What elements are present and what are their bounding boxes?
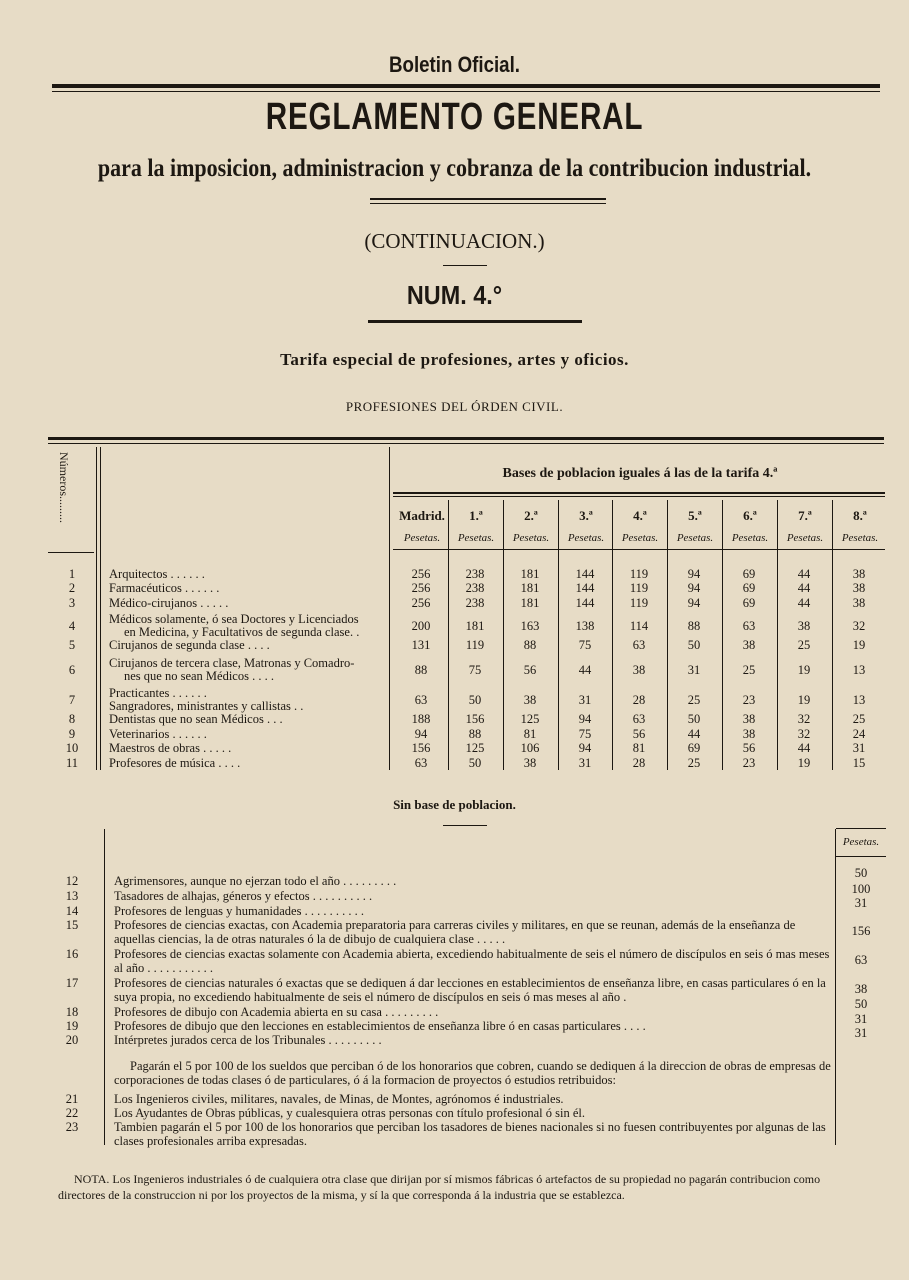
column-header: 2.ª [524,508,538,523]
row-number: 3 [68,596,76,610]
rate-cell: 50 [468,693,482,707]
row-number: 22 [65,1106,79,1120]
rate-cell: 156 [411,741,431,755]
rate-cell: 38 [742,638,756,652]
subtitle-rule [370,198,606,200]
rate-cell: 31 [578,693,592,707]
rate-cell: 25 [687,693,701,707]
rate-cell: 69 [742,567,756,581]
column-header: 8.ª [853,508,867,523]
rate-cell: 200 [411,619,431,633]
rate-cell: 28 [632,756,646,770]
rate-cell: 25 [797,638,811,652]
table-row [0,712,909,728]
header-rule [52,84,880,88]
row-number: 18 [65,1005,79,1019]
rate-cell: 188 [411,712,431,726]
rate-cell: 19 [797,756,811,770]
column-divider [104,829,105,1145]
row-number: 14 [65,904,79,918]
rate-cell: 31 [687,663,701,677]
profession-name: Profesores de música . . . . [109,756,241,770]
profession-name: Médicos solamente, ó sea Doctores y Licenciados [109,612,359,626]
rate-cell: 31 [578,756,592,770]
rate-cell: 69 [742,596,756,610]
rate-cell: 94 [414,727,428,741]
section-heading: PROFESIONES DEL ÓRDEN CIVIL. [345,399,564,414]
rate-cell: 63 [632,712,646,726]
rate-cell: 38 [854,982,868,996]
rate-cell: 125 [465,741,485,755]
rate-cell: 50 [854,997,868,1011]
rate-cell: 25 [852,712,866,726]
unit-label: Pesetas. [731,532,769,544]
row-number: 11 [65,756,79,770]
rate-cell: 94 [578,712,592,726]
row-number: 13 [65,889,79,903]
rate-cell: 38 [523,693,537,707]
profession-description: Profesores de ciencias exactas solamente con Academia abierta, excediendo habitualmente de seis el número de discípulos en seis ó mas meses al año . . . . . . . . . . . [114,947,830,975]
profession-name: Cirujanos de segunda clase . . . . [109,638,270,652]
unit-label: Pesetas. [457,532,495,544]
rate-cell: 44 [797,581,811,595]
column-header: Madrid. [399,508,445,523]
profession-description: Agrimensores, aunque no ejerzan todo el año . . . . . . . . . [114,874,397,888]
column-header: 6.ª [743,508,757,523]
unit-label: Pesetas. [841,532,879,544]
rate-cell: 25 [742,663,756,677]
section-number: NUM. 4.° [406,280,503,310]
profession-name: Médico-cirujanos . . . . . [109,596,229,610]
rate-cell: 106 [520,741,540,755]
rate-cell: 119 [465,638,485,652]
column-header: 5.ª [688,508,702,523]
row-number: 10 [65,741,79,755]
bases-rule [393,492,885,494]
rate-cell: 163 [520,619,540,633]
rate-cell: 31 [854,1012,868,1026]
page-title: REGLAMENTO GENERAL [265,96,644,138]
numeros-label: Números......... [57,452,71,523]
rate-cell: 256 [411,567,431,581]
rate-cell: 63 [742,619,756,633]
rate-cell: 94 [578,741,592,755]
rate-cell: 24 [852,727,866,741]
table-row [0,656,909,683]
rate-cell: 63 [854,953,868,967]
profession-name: Farmacéuticos . . . . . . [109,581,220,595]
rate-cell: 119 [629,596,649,610]
table-row [0,581,909,597]
column-header: 4.ª [633,508,647,523]
rate-cell: 75 [578,638,592,652]
rate-cell: 38 [523,756,537,770]
rate-cell: 31 [852,741,866,755]
num-rule [368,320,582,323]
rate-cell: 69 [742,581,756,595]
rate-cell: 181 [520,596,540,610]
row-number: 15 [65,918,79,932]
rate-cell: 144 [575,567,595,581]
rate-cell: 81 [632,741,646,755]
rate-cell: 63 [414,693,428,707]
pesetas-top-rule [836,828,886,829]
rate-cell: 156 [465,712,485,726]
subtitle-rule-thin [370,203,606,204]
rate-cell: 256 [411,596,431,610]
rate-cell: 50 [687,638,701,652]
rate-cell: 15 [852,756,866,770]
rate-cell: 23 [742,693,756,707]
tariff-heading: Tarifa especial de profesiones, artes y oficios. [280,350,629,369]
sin-base-heading: Sin base de poblacion. [393,797,516,812]
rate-cell: 238 [465,567,485,581]
rate-cell: 32 [797,712,811,726]
profession-name-cont: nes que no sean Médicos . . . . [124,669,274,683]
profession-description: Intérpretes jurados cerca de los Tribunales . . . . . . . . . [114,1033,382,1047]
table-top-rule-thin [48,443,884,444]
pesetas-rule [836,856,886,857]
table-row [0,596,909,612]
rate-cell: 125 [520,712,540,726]
rate-cell: 181 [520,581,540,595]
unit-label: Pesetas. [786,532,824,544]
rate-cell: 94 [687,567,701,581]
rate-cell: 88 [687,619,701,633]
row-number: 2 [68,581,76,595]
rate-cell: 38 [852,596,866,610]
unit-label: Pesetas. [403,532,441,544]
profession-name: Cirujanos de tercera clase, Matronas y Comadro- [109,656,355,670]
unit-label: Pesetas. [567,532,605,544]
rate-cell: 44 [797,567,811,581]
rate-cell: 56 [523,663,537,677]
column-header: 3.ª [579,508,593,523]
profession-description: Profesores de ciencias exactas, con Academia preparatoria para carreras civiles y militares, en que se reunan, además de la enseñanza de aquellas ciencias, la de otras naturales ó la de dibujo de cualquiera clase . . . . . [114,918,796,946]
row-number: 23 [65,1120,79,1134]
rate-cell: 38 [632,663,646,677]
column-header: 1.ª [469,508,483,523]
rate-cell: 144 [575,581,595,595]
row-number: 7 [68,693,76,707]
rate-cell: 75 [578,727,592,741]
row-number: 21 [65,1092,79,1106]
nota-footnote: NOTA. Los Ingenieros industriales ó de cualquiera otra clase que dirijan por sí mismos fábricas ó artefactos de su propiedad no pagarán contribucion como directores de la construccion ni por los proyectos de la misma, y sí la que corresponda á la industria que se establezca. [58,1172,821,1202]
rate-cell: 63 [632,638,646,652]
profession-description: Los Ayudantes de Obras públicas, y cualesquiera otras personas con título profesional ó sin él. [114,1106,585,1120]
rate-cell: 56 [632,727,646,741]
rate-cell: 38 [852,567,866,581]
profession-name: Dentistas que no sean Médicos . . . [109,712,283,726]
rate-cell: 19 [797,693,811,707]
rate-cell: 38 [852,581,866,595]
rate-cell: 69 [687,741,701,755]
rate-cell: 75 [468,663,482,677]
row-number: 16 [65,947,79,961]
rate-cell: 31 [854,1026,868,1040]
rate-cell: 50 [687,712,701,726]
pesetas-header: Pesetas. [842,836,880,848]
rate-cell: 181 [520,567,540,581]
rate-cell: 181 [465,619,485,633]
rate-cell: 32 [797,727,811,741]
numeros-underline [48,552,94,553]
rate-cell: 44 [687,727,701,741]
profession-description: Tasadores de alhajas, géneros y efectos . . . . . . . . . . [114,889,373,903]
rate-cell: 94 [687,596,701,610]
rate-cell: 23 [742,756,756,770]
rate-cell: 38 [742,712,756,726]
rate-cell: 38 [797,619,811,633]
profession-name: Arquitectos . . . . . . [109,567,205,581]
rate-cell: 13 [852,693,866,707]
row-number: 17 [65,976,79,990]
rate-cell: 44 [578,663,592,677]
table-row [0,612,909,639]
profession-description: Tambien pagarán el 5 por 100 de los honorarios que perciban los tasadores de bienes nacionales si no fuesen contribuyentes por algunas de las clases profesionales arriba expresadas. [114,1120,826,1148]
profession-description: Los Ingenieros civiles, militares, navales, de Minas, de Montes, agrónomos é industriales. [114,1092,564,1106]
profession-description: Profesores de dibujo con Academia abierta en su casa . . . . . . . . . [114,1005,439,1019]
header-rule-thin [52,91,880,92]
row-number: 1 [68,567,76,581]
bases-rule-thin [393,496,885,497]
rate-cell: 114 [629,619,649,633]
rate-cell: 44 [797,596,811,610]
paragraph-text: Pagarán el 5 por 100 de los sueldos que perciban ó de los honorarios que cobren, cuando se dediquen á la direccion de obras de empresas de corporaciones de todas clases ó de particulares, ó á la formacion de proyectos ó estudios retribuidos: [114,1059,831,1087]
profession-description: Profesores de lenguas y humanidades . . . . . . . . . . [114,904,364,918]
profession-name: Practicantes . . . . . . [109,686,207,700]
rate-cell: 19 [852,638,866,652]
rate-cell: 25 [687,756,701,770]
rate-cell: 138 [575,619,595,633]
profession-name: Veterinarios . . . . . . [109,727,207,741]
profession-name-cont: Sangradores, ministrantes y callistas . . [109,699,304,713]
profession-description: Profesores de dibujo que den lecciones en establecimientos de enseñanza libre ó en casas particulares . . . . [114,1019,646,1033]
profession-name-cont: en Medicina, y Facultativos de segunda clase. . [124,625,360,639]
rate-cell: 44 [797,741,811,755]
rate-cell: 156 [851,924,871,938]
rate-cell: 119 [629,567,649,581]
rate-cell: 31 [854,896,868,910]
unit-label: Pesetas. [676,532,714,544]
unit-label: Pesetas. [512,532,550,544]
row-number: 8 [68,712,76,726]
rate-cell: 94 [687,581,701,595]
rate-cell: 19 [797,663,811,677]
rate-cell: 119 [629,581,649,595]
rate-cell: 13 [852,663,866,677]
bases-heading: Bases de poblacion iguales á las de la tarifa 4.ª [502,466,778,481]
rate-cell: 81 [523,727,537,741]
table-row [0,638,909,654]
row-number: 9 [68,727,76,741]
newspaper-header: Boletin Oficial. [389,52,520,77]
rate-cell: 63 [414,756,428,770]
rate-cell: 100 [851,882,871,896]
short-rule [443,825,487,826]
page-subtitle: para la imposicion, administracion y cobranza de la contribucion industrial. [97,155,812,182]
rate-cell: 50 [468,756,482,770]
row-number: 5 [68,638,76,652]
row-number: 19 [65,1019,79,1033]
rate-cell: 56 [742,741,756,755]
profession-name: Maestros de obras . . . . . [109,741,232,755]
rate-cell: 28 [632,693,646,707]
row-number: 12 [65,874,79,888]
header-bottom-rule [393,549,885,550]
table-row [0,741,909,757]
rate-cell: 88 [414,663,428,677]
row-number: 20 [65,1033,79,1047]
rate-cell: 38 [742,727,756,741]
rate-cell: 144 [575,596,595,610]
rate-cell: 50 [854,866,868,880]
rate-cell: 32 [852,619,866,633]
rate-cell: 238 [465,581,485,595]
table-row [0,686,909,713]
rate-cell: 256 [411,581,431,595]
profession-description: Profesores de ciencias naturales ó exactas que se dediquen á dar lecciones en establecimientos de enseñanza libre, en casas particulares ó en la suya propia, no excediendo habitualmente de seis el número de discípulos en seis ó mas meses al año . [114,976,826,1004]
row-number: 4 [68,619,76,633]
column-header: 7.ª [798,508,812,523]
rate-cell: 238 [465,596,485,610]
rate-cell: 88 [523,638,537,652]
rate-cell: 88 [468,727,482,741]
short-rule [443,265,487,266]
rate-cell: 131 [411,638,431,652]
table-top-rule [48,437,884,440]
continuation-label: (CONTINUACION.) [364,229,545,253]
unit-label: Pesetas. [621,532,659,544]
row-number: 6 [68,663,76,677]
table-row [0,756,909,772]
